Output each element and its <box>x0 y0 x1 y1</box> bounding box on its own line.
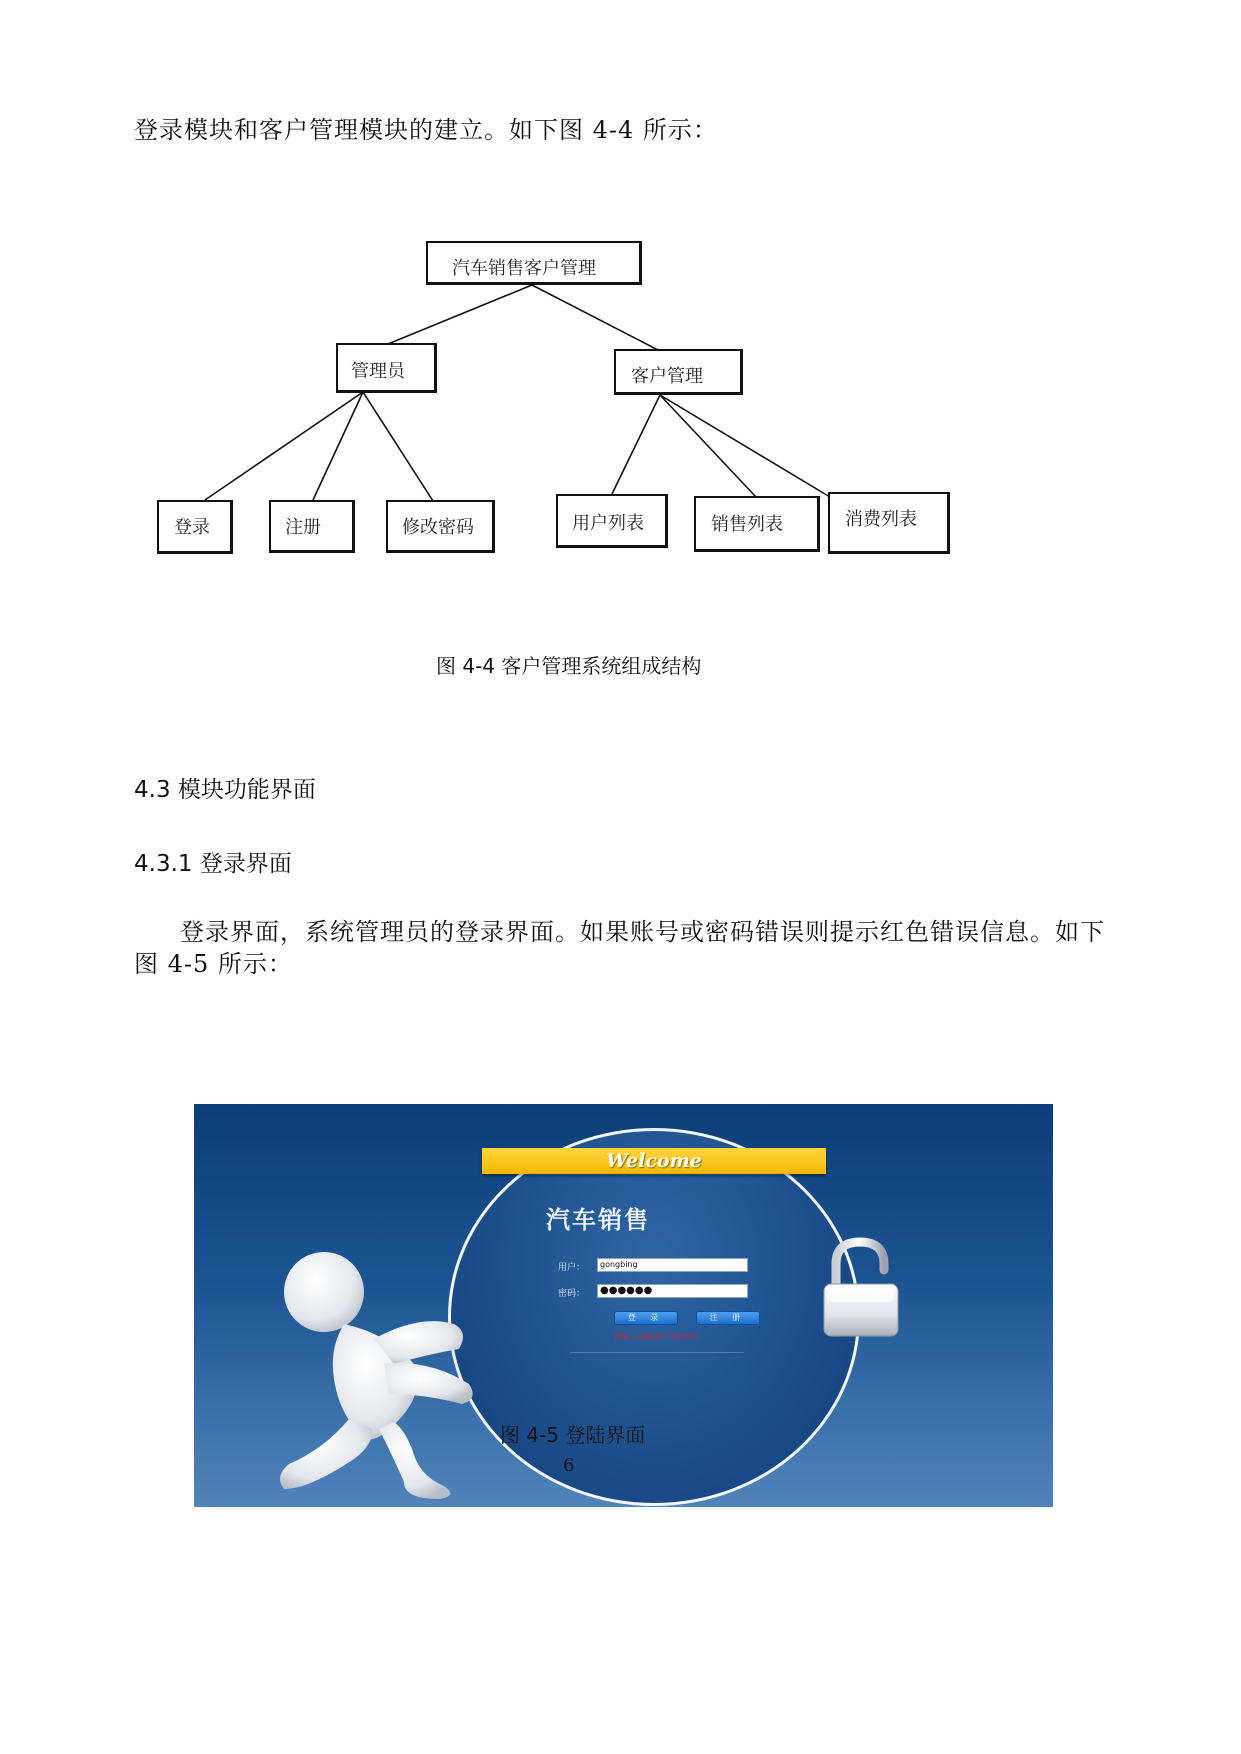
diagram-node-change-password <box>386 500 495 553</box>
welcome-banner: Welcome <box>482 1148 826 1174</box>
pushing-figure-icon <box>254 1214 484 1504</box>
diagram-node-sales-list-label: 销售列表 <box>711 514 783 535</box>
diagram-node-consumption-list-label: 消费列表 <box>845 509 917 530</box>
username-label: 用户： <box>558 1263 586 1273</box>
diagram-node-register-label: 注册 <box>285 517 321 538</box>
diagram-node-customer-mgmt <box>614 349 743 395</box>
section-heading: 4.3 模块功能界面 <box>134 777 316 803</box>
figure-4-5-caption: 图 4-5 登陆界面 <box>500 1423 646 1447</box>
diagram-node-user-list-label: 用户列表 <box>572 513 644 534</box>
password-label: 密码： <box>558 1289 586 1299</box>
diagram-node-customer-mgmt-label: 客户管理 <box>631 366 703 387</box>
connector-admin-login <box>205 392 363 500</box>
diagram-node-sales-list <box>694 496 820 552</box>
padlock-icon <box>814 1234 914 1344</box>
password-input[interactable]: ●●●●●● <box>597 1284 748 1298</box>
subsection-heading: 4.3.1 登录界面 <box>134 851 292 877</box>
error-divider <box>570 1352 744 1353</box>
diagram-node-user-list <box>556 494 668 548</box>
page-number: 6 <box>563 1455 575 1476</box>
diagram-node-login <box>157 500 233 554</box>
login-app-title: 汽车销售 <box>546 1206 650 1234</box>
connector-root-customer <box>532 285 660 351</box>
connector-root-admin <box>388 285 532 344</box>
diagram-node-change-password-label: 修改密码 <box>402 517 474 538</box>
connector-admin-password <box>363 392 433 501</box>
body-paragraph-line-1: 登录界面，系统管理员的登录界面。如果账号或密码错误则提示红色错误信息。如下 <box>180 918 1105 946</box>
intro-text: 登录模块和客户管理模块的建立。如下图 4-4 所示： <box>134 116 718 144</box>
body-paragraph-line-2: 图 4-5 所示： <box>134 950 293 978</box>
diagram-node-admin-label: 管理员 <box>351 361 405 382</box>
diagram-node-root-label: 汽车销售客户管理 <box>452 258 596 279</box>
diagram-node-root <box>426 241 642 285</box>
username-input[interactable]: gongbing <box>597 1258 748 1272</box>
connector-customer-consumption <box>660 395 830 497</box>
register-button[interactable]: 注 册 <box>696 1311 760 1325</box>
diagram-node-admin <box>336 343 437 393</box>
connector-customer-sales <box>660 395 756 497</box>
login-button[interactable]: 登 录 <box>614 1311 678 1325</box>
diagram-node-login-label: 登录 <box>174 517 210 538</box>
diagram-node-consumption-list <box>828 492 950 554</box>
figure-4-4-caption: 图 4-4 客户管理系统组成结构 <box>436 654 702 678</box>
diagram-node-register <box>269 500 355 553</box>
login-error-message: 请输入正确的账户名和密码 <box>614 1333 698 1341</box>
connector-customer-users <box>612 395 660 494</box>
